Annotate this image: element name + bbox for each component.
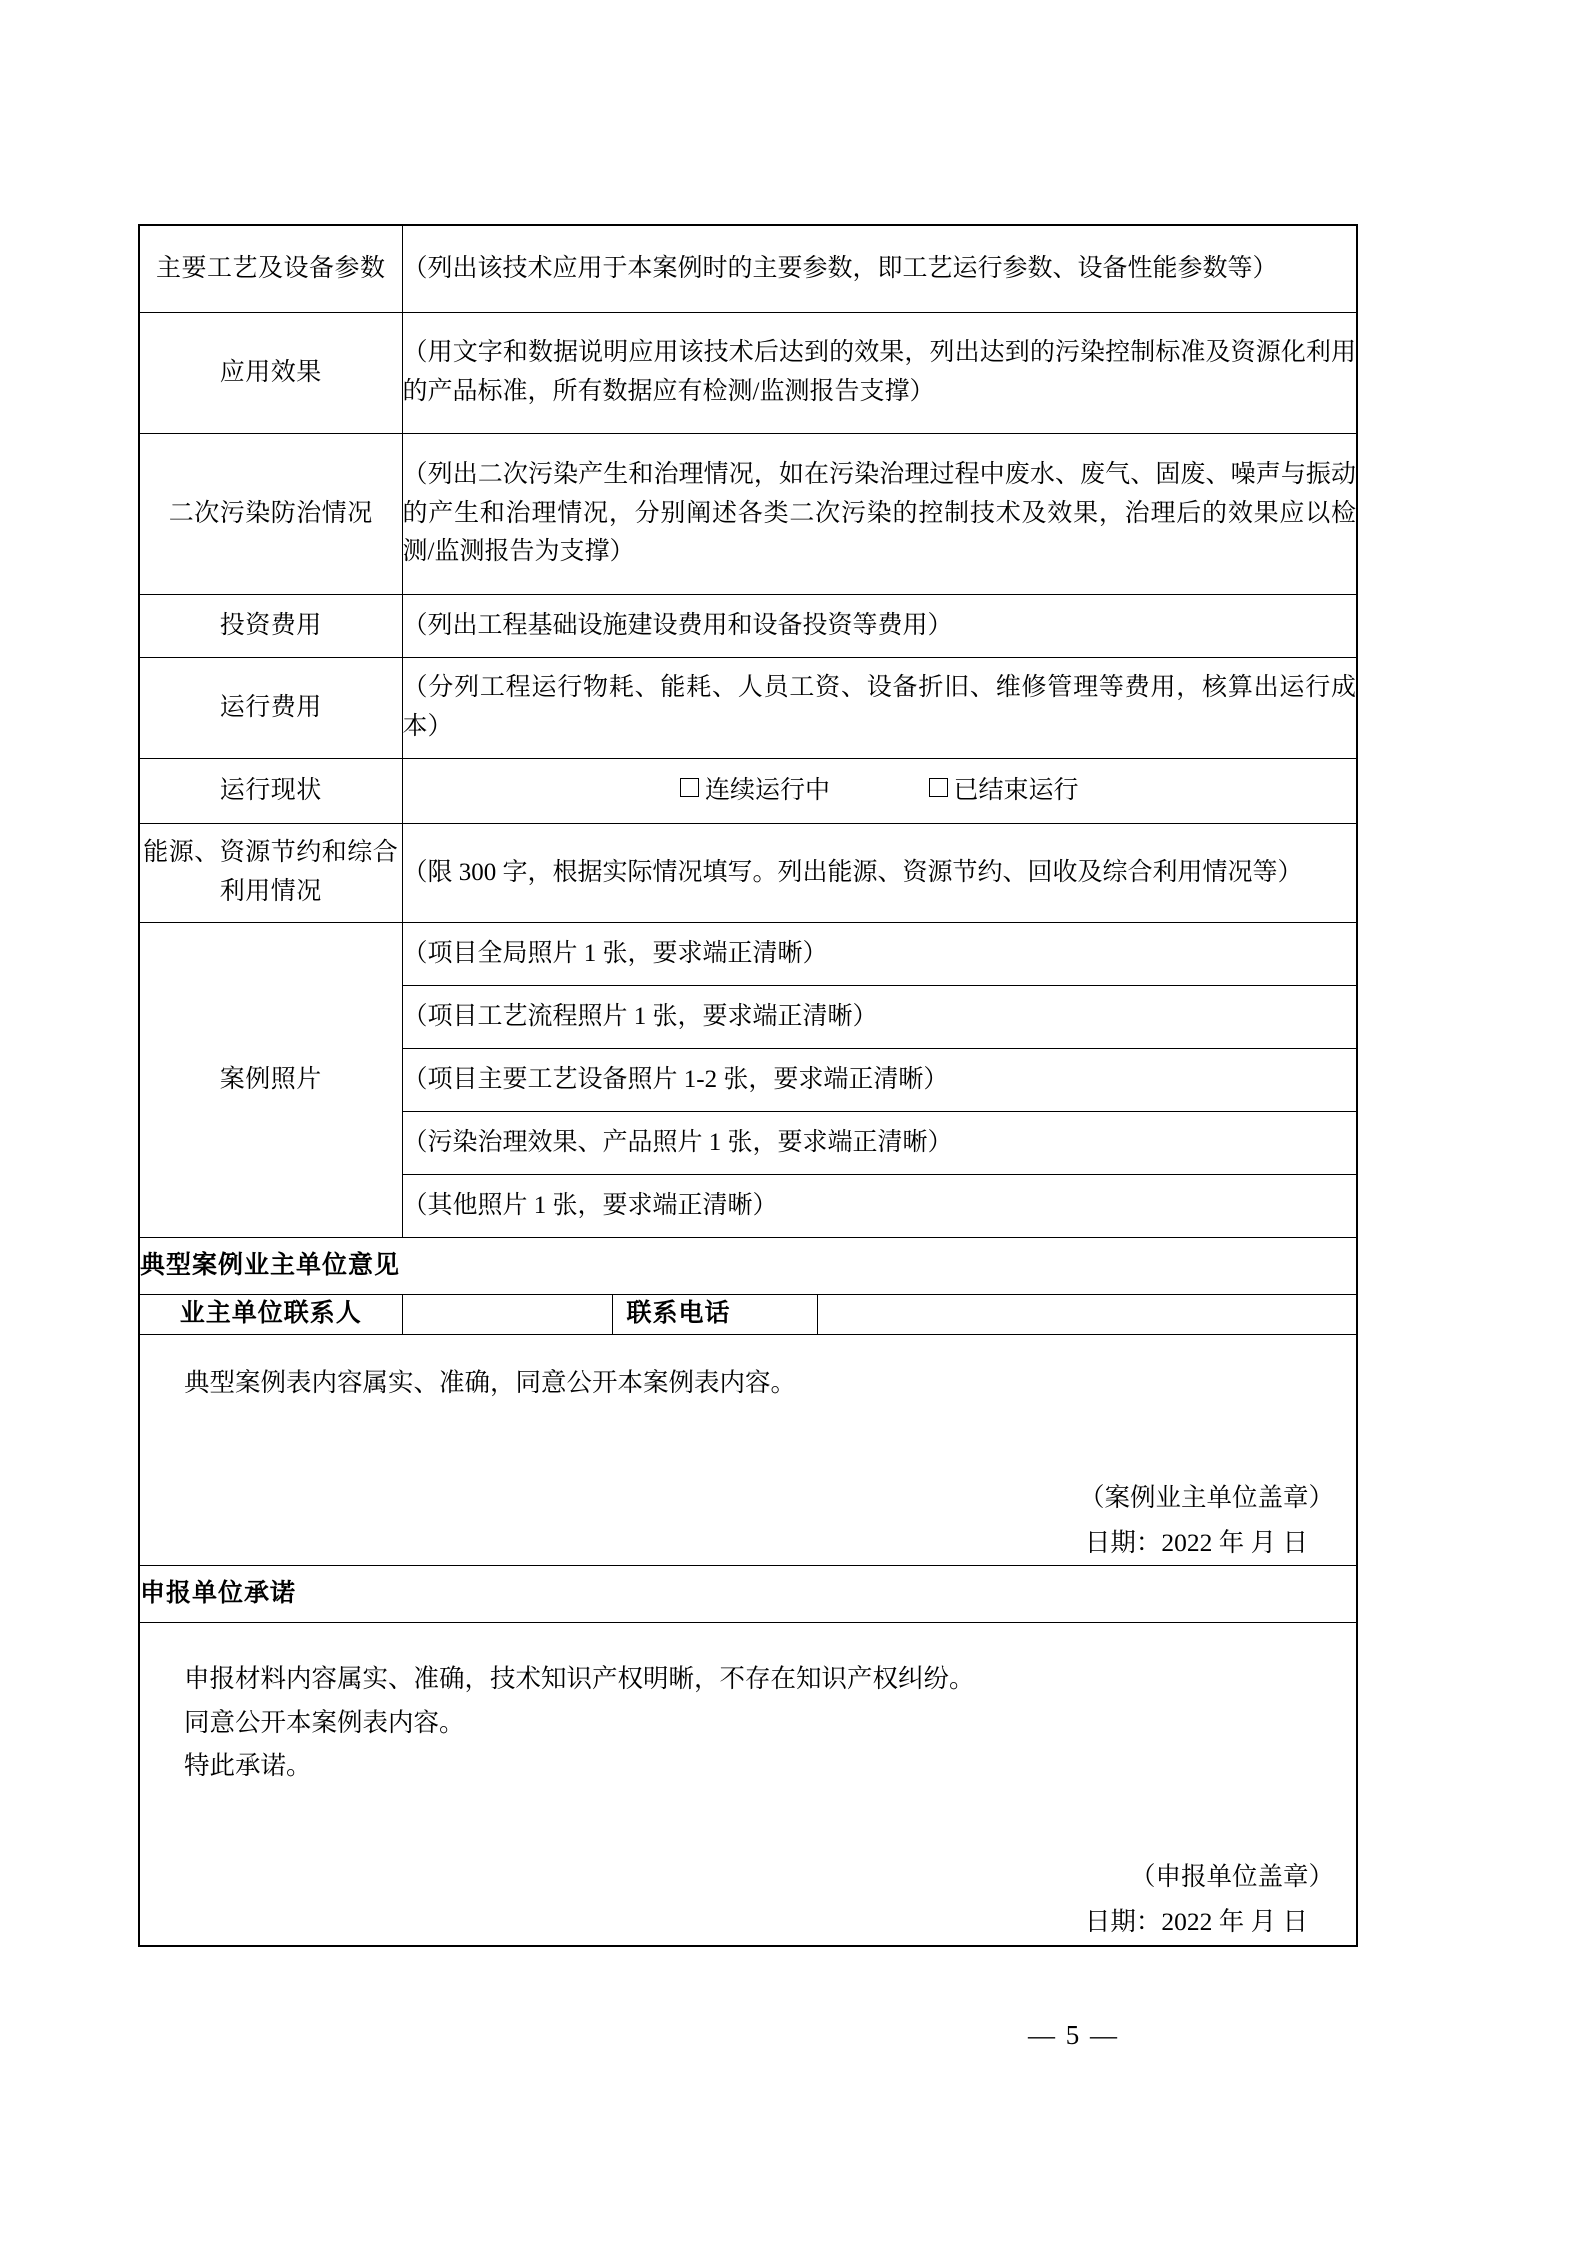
case-photo-item-overall: （项目全局照片 1 张，要求端正清晰） [402,923,1357,986]
owner-contact-person-value[interactable] [402,1295,612,1335]
owner-date-text: 日期：2022 年 月 日 [1084,1527,1309,1557]
checkbox-icon[interactable] [680,778,699,797]
row-label-investment-cost: 投资费用 [139,595,402,658]
section-heading-owner-opinion: 典型案例业主单位意见 [139,1238,1357,1295]
table-row-run-status [139,759,1357,824]
applicant-statement-line-3: 特此承诺。 [184,1751,312,1781]
row-label-application-effect: 应用效果 [139,313,402,434]
run-status-options [402,759,1357,824]
case-application-table [138,224,1358,1947]
owner-phone-label: 联系电话 [612,1295,817,1335]
row-value-application-effect: （用文字和数据说明应用该技术后达到的效果，列出达到的污染控制标准及资源化利用的产品标准，所有数据应有检测/监测报告支撑） [402,313,1357,434]
applicant-statement-line-2: 同意公开本案例表内容。 [184,1707,465,1737]
table-row-owner-statement [139,1334,1357,1566]
section-heading-applicant-commitment: 申报单位承诺 [139,1566,1357,1623]
table-row-owner-opinion-heading [139,1238,1357,1295]
case-photo-item-process-flow: （项目工艺流程照片 1 张，要求端正清晰） [402,986,1357,1049]
table-row-energy-saving [139,824,1357,923]
checkbox-icon[interactable] [929,778,948,797]
row-value-investment-cost: （列出工程基础设施建设费用和设备投资等费用） [402,595,1357,658]
table-row-investment-cost [139,595,1357,658]
owner-seal-text: （案例业主单位盖章） [1079,1483,1335,1513]
run-status-option-ended[interactable] [929,772,1079,811]
row-value-process-params: （列出该技术应用于本案例时的主要参数，即工艺运行参数、设备性能参数等） [402,225,1357,313]
table-row-operating-cost [139,658,1357,759]
row-label-operating-cost: 运行费用 [139,658,402,759]
case-photo-item-other: （其他照片 1 张，要求端正清晰） [402,1175,1357,1238]
applicant-statement-lines [140,1623,1356,1807]
row-label-energy-saving: 能源、资源节约和综合利用情况 [139,824,402,923]
run-status-option-continuous[interactable] [680,772,830,811]
page-number: — 5 — [1028,2020,1119,2050]
applicant-seal-text: （申报单位盖章） [1130,1862,1335,1892]
row-value-energy-saving: （限 300 字，根据实际情况填写。列出能源、资源节约、回收及综合利用情况等） [402,824,1357,923]
table-row-application-effect [139,313,1357,434]
page-number-footer [0,2020,1587,2051]
row-label-case-photos: 案例照片 [139,923,402,1238]
table-row-applicant-heading [139,1566,1357,1623]
row-label-process-params: 主要工艺及设备参数 [139,225,402,313]
applicant-date-text: 日期：2022 年 月 日 [1084,1907,1309,1936]
row-label-run-status: 运行现状 [139,759,402,824]
case-photo-item-treatment-effect: （污染治理效果、产品照片 1 张，要求端正清晰） [402,1112,1357,1175]
applicant-statement-line-1: 申报材料内容属实、准确，技术知识产权明晰，不存在知识产权纠纷。 [184,1664,975,1694]
owner-phone-value[interactable] [817,1295,1357,1335]
table-row-owner-contact [139,1295,1357,1335]
applicant-statement-cell [139,1623,1357,1946]
row-value-secondary-pollution: （列出二次污染产生和治理情况，如在污染治理过程中废水、废气、固废、噪声与振动的产生和治理情况，分别阐述各类二次污染的控制技术及效果，治理后的效果应以检测/监测报告为支撑） [402,434,1357,595]
run-status-option-continuous-label: 连续运行中 [704,776,830,804]
owner-contact-person-label: 业主单位联系人 [139,1295,402,1335]
table-row-secondary-pollution [139,434,1357,595]
case-photo-item-main-equipment: （项目主要工艺设备照片 1-2 张，要求端正清晰） [402,1049,1357,1112]
run-status-option-ended-label: 已结束运行 [953,776,1079,804]
row-value-operating-cost: （分列工程运行物耗、能耗、人员工资、设备折旧、维修管理等费用，核算出运行成本） [402,658,1357,759]
table-row-case-photos-1 [139,923,1357,986]
table-row-applicant-statement [139,1623,1357,1946]
table-row-process-params [139,225,1357,313]
owner-statement-text: 典型案例表内容属实、准确，同意公开本案例表内容。 [184,1367,797,1397]
form-sheet [138,224,1356,1947]
owner-statement-cell [139,1334,1357,1566]
row-label-secondary-pollution: 二次污染防治情况 [139,434,402,595]
